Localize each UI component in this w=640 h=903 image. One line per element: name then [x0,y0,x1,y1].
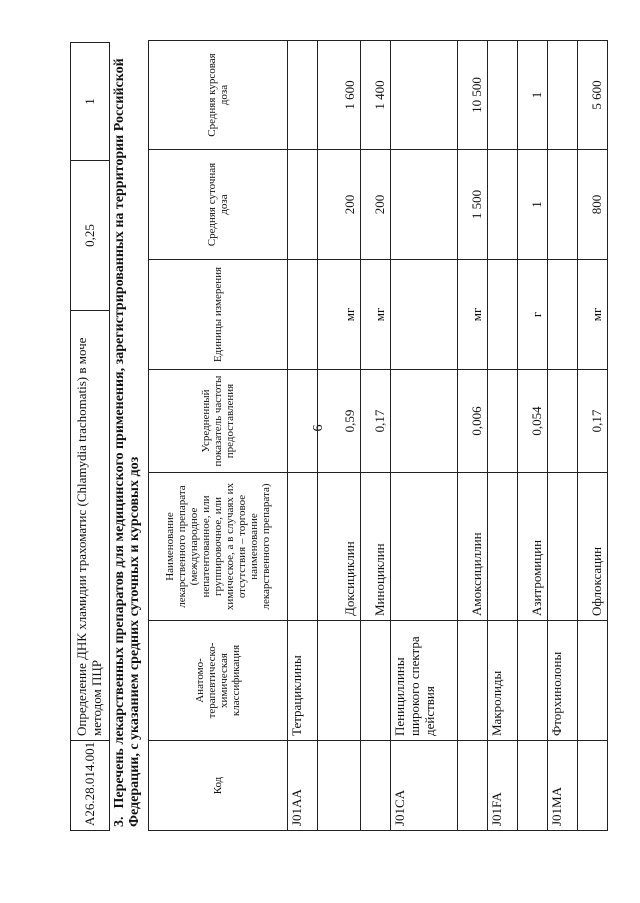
row-frequency [548,370,578,473]
row-course-dose: 10 500 [458,41,488,150]
service-code: A26.28.014.001 [71,741,110,831]
row-drug: Азитромицин [518,473,548,621]
row-frequency [488,370,518,473]
section-number: 3. [112,816,127,827]
header-drug: Наименование лекарственного препарата (международное непатентованное, или группировочное, или химическое, а в случаях их отсутствия – торговое наименование лекарственного препарата) [149,473,288,621]
row-frequency: 0,006 [458,370,488,473]
row-code [318,741,361,831]
row-frequency: 0,17 [361,370,391,473]
row-daily-dose [391,150,458,260]
row-unit: мг [361,260,391,370]
row-frequency [288,370,318,473]
table-row [488,41,518,831]
row-daily-dose [548,150,578,260]
table-row [518,41,548,831]
row-daily-dose: 200 [361,150,391,260]
row-drug: Офлоксацин [578,473,608,621]
row-daily-dose: 200 [318,150,361,260]
row-drug: Доксициклин [318,473,361,621]
table-row [288,41,318,831]
row-daily-dose: 1 500 [458,150,488,260]
row-unit [391,260,458,370]
row-frequency: 0,054 [518,370,548,473]
table-row [548,41,578,831]
service-row [71,43,110,831]
row-drug [288,473,318,621]
row-unit: мг [578,260,608,370]
row-frequency: 0,17 [578,370,608,473]
row-code [458,741,488,831]
row-drug [548,473,578,621]
table-row [361,41,391,831]
row-course-dose: 5 600 [578,41,608,150]
row-course-dose [548,41,578,150]
row-course-dose: 1 400 [361,41,391,150]
row-drug: Миноциклин [361,473,391,621]
row-course-dose [488,41,518,150]
section-title: Перечень лекарственных препаратов для медицинского применения, зарегистрированных на территории Российской Федерации, с указанием средних суточных и курсовых доз [112,58,142,827]
row-unit: мг [318,260,361,370]
row-atc [458,621,488,741]
header-code: Код [149,741,288,831]
row-daily-dose: 1 [518,150,548,260]
row-code: J01FA [488,741,518,831]
table-row [578,41,608,831]
row-unit: г [518,260,548,370]
row-course-dose: 1 600 [318,41,361,150]
row-frequency: 0,59 [318,370,361,473]
row-atc [518,621,548,741]
drug-table [148,40,608,831]
section-heading [112,37,142,827]
header-daily-dose: Средняя суточная доза [149,150,288,260]
row-atc: Макролиды [488,621,518,741]
row-code [518,741,548,831]
row-frequency [391,370,458,473]
row-drug: Амоксициллин [458,473,488,621]
service-multiplicity: 1 [71,43,110,161]
page-number: 6 [311,424,326,432]
row-daily-dose [488,150,518,260]
service-name: Определение ДНК хламидии трахоматис (Chlamydia trachomatis) в моче методом ПЦР [71,311,110,741]
table-row [318,41,361,831]
row-unit [548,260,578,370]
row-code: J01AA [288,741,318,831]
drug-table-header [149,41,288,831]
row-daily-dose: 800 [578,150,608,260]
header-atc: Анатомо-терапевтическо-химическая классификация [149,621,288,741]
header-course-dose: Средняя курсовая доза [149,41,288,150]
row-course-dose [288,41,318,150]
table-row [391,41,458,831]
row-atc [361,621,391,741]
header-frequency: Усредненный показатель частоты предоставления [149,370,288,473]
row-atc [318,621,361,741]
row-atc: Тетрациклины [288,621,318,741]
row-atc: Пенициллины широкого спектра действия [391,621,458,741]
header-unit: Единицы измерения [149,260,288,370]
row-course-dose [391,41,458,150]
row-course-dose: 1 [518,41,548,150]
row-atc [578,621,608,741]
service-frequency: 0,25 [71,161,110,311]
row-code [361,741,391,831]
row-unit: мг [458,260,488,370]
table-row [458,41,488,831]
row-drug [488,473,518,621]
row-code: J01MA [548,741,578,831]
row-drug [391,473,458,621]
row-code [578,741,608,831]
row-unit [488,260,518,370]
row-code: J01CA [391,741,458,831]
row-daily-dose [288,150,318,260]
service-table [70,42,110,831]
row-atc: Фторхинолоны [548,621,578,741]
row-unit [288,260,318,370]
